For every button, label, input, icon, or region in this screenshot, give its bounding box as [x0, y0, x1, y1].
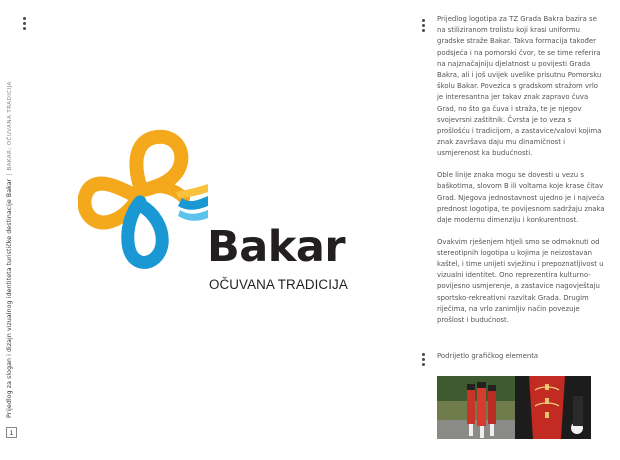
paragraph-2: Oble linije znaka mogu se dovesti u vezu s baškotima, slovom B ili voltama koje krase čitav Grad. Njegova jednostavnost ujedno je i najveća prednost logotipa, te povijesnom sadržaju znaka daje modernu dimenziju i konkurentnost.: [437, 171, 605, 224]
sidebar-brand: BAKAR: OČUVANA TRADICIJA: [7, 81, 13, 171]
paragraph-3: Ovakvim rješenjem htjeli smo se odmaknuti od stereotipnih logotipa u kojima je neizostavan kaštel, i time unijeti svježinu i prepoznatljivost u vizualni identitet. Ono reprezentira kulturno-povijesno usmjerenje, a zastavice nagovještaju sportsko-rekreativni razvitak Grada. Drugim riječima, na vrlo zanimljiv način povezuje prošlost i budućnost.: [437, 237, 604, 325]
paragraph-1: Prijedlog logotipa za TZ Grada Bakra bazira se na stiliziranom trolistu koji krasi uniformu gradske straže Bakar. Takva formacija također podsjeća i na pomorski čvor, te se time referira na najznačajniju djelatnost u povijesti Grada Bakra, ali i još uvijek uvelike prisutnu Pomorsku školu Bakar. Povezica s gradskom stražom vrlo je interesantna jer takav znak zapravo čuva Grad, no što ga čuva i straža, te je njegov svojevrsni zaštitnik. Čvrsta je to veza s prošlošću i tradicijom, a zastavice/valovi kojima znak završava daju mu dinamičnost i usmjerenost ka budućnosti.: [437, 15, 602, 158]
sidebar-title: Prijedlog za slogan i dizajn vizualnog identiteta turističke destinacije Bakar: [6, 178, 13, 418]
ellipsis-marker-icon: [23, 17, 27, 32]
logo-wordmark: Bakar: [207, 222, 346, 272]
guard-uniform-photo: [437, 376, 591, 439]
page-number: 1: [6, 427, 17, 438]
sidebar-document-title: [6, 81, 13, 418]
sidebar-separator: |: [6, 173, 13, 176]
logo-tagline: OČUVANA TRADICIJA: [209, 277, 348, 292]
ellipsis-marker-icon: [422, 353, 426, 368]
photo-caption: Podrijetlo grafičkog elementa: [437, 352, 539, 360]
description-column: [437, 14, 605, 337]
bakar-logo-symbol: [78, 126, 208, 290]
ellipsis-marker-icon: [422, 19, 426, 34]
